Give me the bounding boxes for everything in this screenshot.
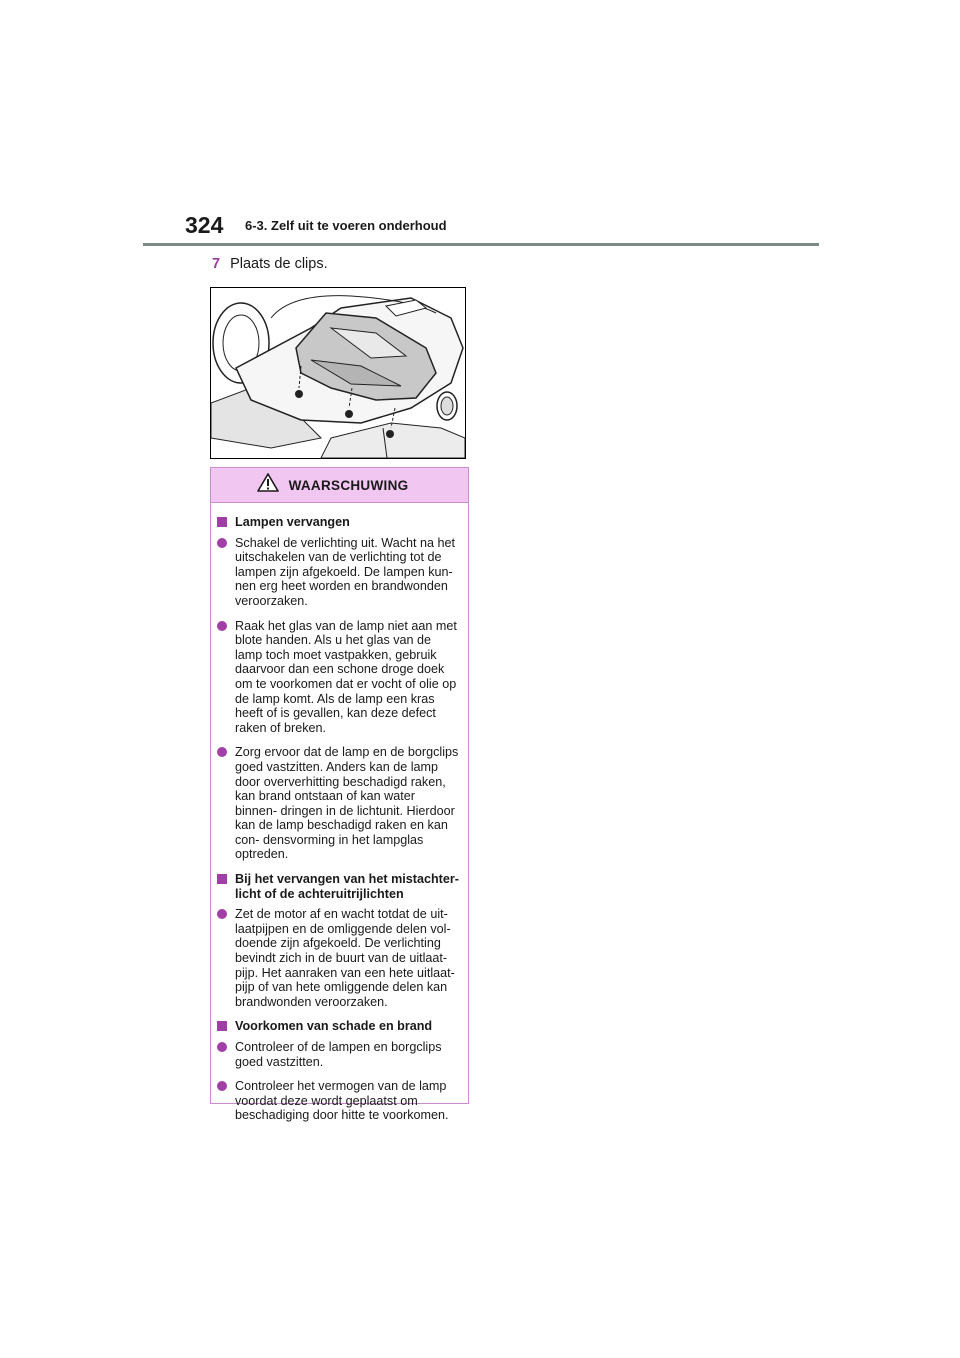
warning-triangle-icon — [257, 473, 279, 497]
bullet-text: Zorg ervoor dat de lamp en de borgclips goed vastzitten. Anders kan de lamp door oververhitting beschadigd raken, kan brand ontstaan of kan water binnen- dringen in de lichtunit. Hierdoor kan de lamp beschadigd raken en kan con- densvorming in het lampglas optreden. — [235, 745, 459, 862]
warning-bullet — [217, 1040, 460, 1069]
step-text: Plaats de clips. — [230, 256, 328, 272]
clips-illustration — [210, 287, 466, 459]
round-bullet-icon — [217, 909, 227, 919]
bullet-text: Zet de motor af en wacht totdat de uit- laatpijpen en de omliggende delen vol- doende zijn afgekoeld. De verlichting bevindt zich in de buurt van de uitlaat- pijp. Het aanraken van een hete uitlaat- pijp of van hete omliggende delen kan brandwonden veroorzaken. — [235, 907, 455, 1009]
bullet-text: Controleer het vermogen van de lamp voordat deze wordt geplaatst om beschadiging door hitte te voorkomen. — [235, 1079, 449, 1123]
bullet-text: Controleer of de lampen en borgclips goed vastzitten. — [235, 1040, 442, 1069]
warning-header — [211, 468, 468, 503]
section-heading-text: Voorkomen van schade en brand — [235, 1019, 433, 1034]
warning-title: WAARSCHUWING — [288, 477, 409, 493]
warning-section-heading — [217, 1019, 460, 1034]
warning-box — [210, 467, 469, 1123]
warning-body — [211, 503, 468, 1123]
bullet-text: Schakel de verlichting uit. Wacht na het uitschakelen van de verlichting tot de lampen zijn afgekoeld. De lampen kun- nen erg heet worden en brandwonden veroorzaken. — [235, 535, 456, 608]
round-bullet-icon — [217, 1081, 227, 1091]
round-bullet-icon — [217, 747, 227, 757]
warning-bullet — [217, 536, 460, 609]
round-bullet-icon — [217, 1042, 227, 1052]
step-number: 7 — [212, 256, 221, 272]
round-bullet-icon — [217, 621, 227, 631]
square-bullet-icon — [217, 874, 227, 884]
page-number: 324 — [185, 212, 224, 238]
section-title: 6-3. Zelf uit te voeren onderhoud — [245, 218, 447, 233]
section-heading-text: Lampen vervangen — [235, 515, 350, 529]
warning-bullet — [217, 745, 460, 862]
square-bullet-icon — [217, 517, 227, 527]
header-divider — [143, 243, 819, 246]
warning-section-heading — [217, 515, 460, 530]
bullet-text: Raak het glas van de lamp niet aan met blote handen. Als u het glas van de lamp toch moet vastpakken, gebruik daarvoor dan een schone droge doek om te voorkomen dat er vocht of olie op de lamp komt. Als de lamp een kras heeft of is gevallen, kan deze defect raken of breken. — [235, 618, 457, 735]
square-bullet-icon — [217, 1021, 227, 1031]
warning-bullet — [217, 907, 460, 1009]
warning-bullet — [217, 1079, 460, 1123]
round-bullet-icon — [217, 538, 227, 548]
step-instruction — [212, 256, 328, 272]
warning-section-heading — [217, 872, 460, 901]
section-heading-text: Bij het vervangen van het mistachter- licht of de achteruitrijlichten — [235, 872, 459, 901]
warning-bullet — [217, 619, 460, 736]
